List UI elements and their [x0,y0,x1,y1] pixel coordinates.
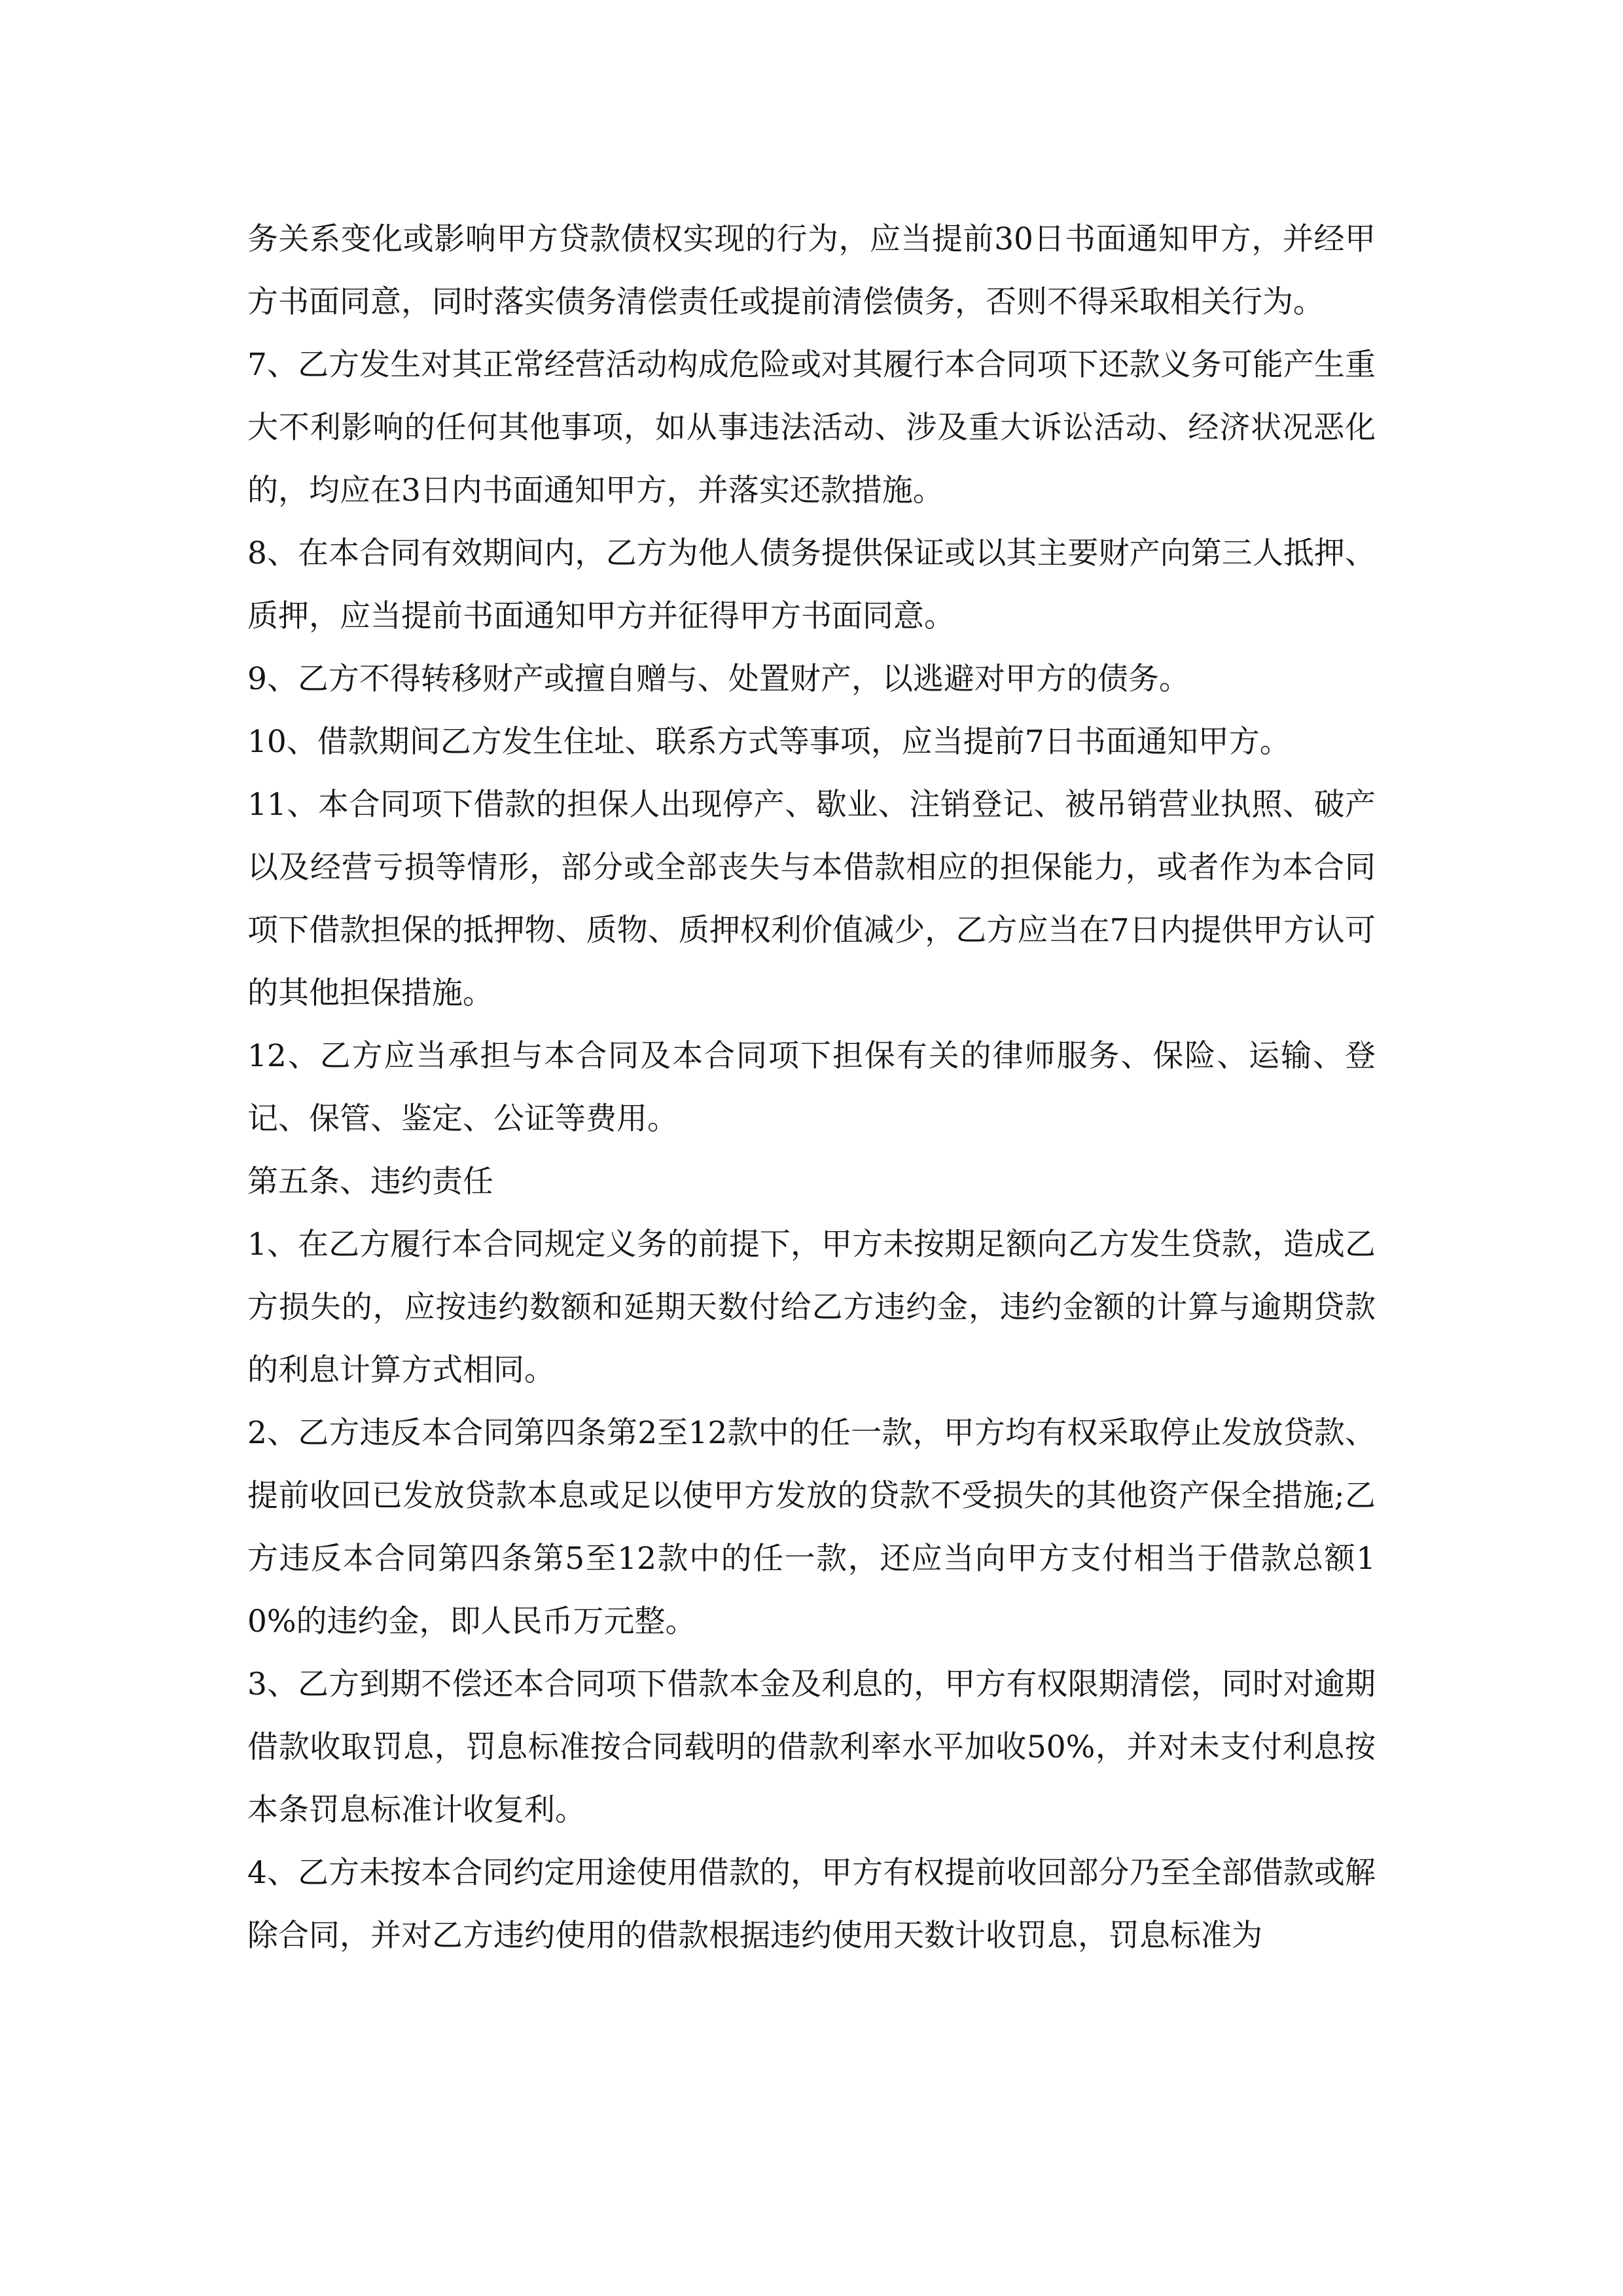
paragraph-clause-12: 12、乙方应当承担与本合同及本合同项下担保有关的律师服务、保险、运输、登记、保管、鉴定、公证等费用。 [247,1038,1376,1137]
section-heading-article-5: 第五条、违约责任 [247,1164,493,1200]
paragraph-liability-2: 2、乙方违反本合同第四条第2至12款中的任一款，甲方均有权采取停止发放贷款、提前收回已发放贷款本息或足以使甲方发放的贷款不受损失的其他资产保全措施;乙方违反本合同第四条第5至12款中的任一款，还应当向甲方支付相当于借款总额10%的违约金，即人民币万元整。 [247,1415,1376,1640]
paragraph-clause-6-continued: 务关系变化或影响甲方贷款债权实现的行为，应当提前30日书面通知甲方，并经甲方书面同意，同时落实债务清偿责任或提前清偿债务，否则不得采取相关行为。 [247,221,1376,320]
paragraph-clause-8: 8、在本合同有效期间内，乙方为他人债务提供保证或以其主要财产向第三人抵押、质押，应当提前书面通知甲方并征得甲方书面同意。 [247,535,1376,634]
paragraph-liability-4: 4、乙方未按本合同约定用途使用借款的，甲方有权提前收回部分乃至全部借款或解除合同，并对乙方违约使用的借款根据违约使用天数计收罚息，罚息标准为 [247,1855,1376,1954]
paragraph-clause-10: 10、借款期间乙方发生住址、联系方式等事项，应当提前7日书面通知甲方。 [247,724,1291,760]
paragraph-clause-11: 11、本合同项下借款的担保人出现停产、歇业、注销登记、被吊销营业执照、破产以及经营亏损等情形，部分或全部丧失与本借款相应的担保能力，或者作为本合同项下借款担保的抵押物、质物、质押权利价值减少，乙方应当在7日内提供甲方认可的其他担保措施。 [247,787,1376,1011]
paragraph-liability-1: 1、在乙方履行本合同规定义务的前提下，甲方未按期足额向乙方发生贷款，造成乙方损失的，应按违约数额和延期天数付给乙方违约金，违约金额的计算与逾期贷款的利息计算方式相同。 [247,1227,1376,1388]
paragraph-clause-9: 9、乙方不得转移财产或擅自赠与、处置财产，以逃避对甲方的债务。 [247,661,1190,697]
contract-body [247,208,1376,1967]
paragraph-clause-7: 7、乙方发生对其正常经营活动构成危险或对其履行本合同项下还款义务可能产生重大不利影响的任何其他事项，如从事违法活动、涉及重大诉讼活动、经济状况恶化的，均应在3日内书面通知甲方，并落实还款措施。 [247,347,1376,509]
paragraph-liability-3: 3、乙方到期不偿还本合同项下借款本金及利息的，甲方有权限期清偿，同时对逾期借款收取罚息，罚息标准按合同载明的借款利率水平加收50%，并对未支付利息按本条罚息标准计收复利。 [247,1666,1376,1828]
